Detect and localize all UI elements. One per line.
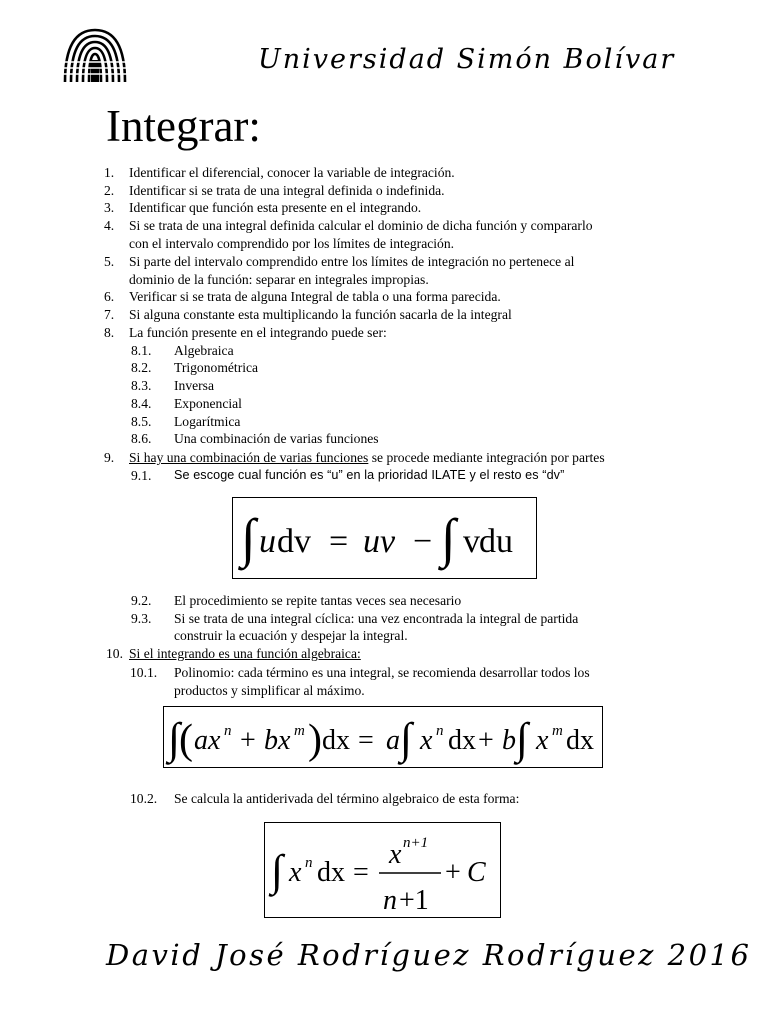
- svg-text:∫: ∫: [400, 714, 413, 763]
- svg-text:n: n: [224, 723, 232, 739]
- svg-text:a: a: [386, 725, 400, 756]
- svg-text:x: x: [536, 725, 549, 756]
- svg-text:n: n: [383, 885, 397, 916]
- svg-text:+: +: [240, 725, 256, 756]
- svg-text:+: +: [478, 725, 494, 756]
- integral-sign: ∫: [241, 508, 256, 568]
- university-name: Universidad Simón Bolívar: [258, 44, 676, 75]
- svg-text:+: +: [445, 857, 461, 888]
- svg-text:m: m: [552, 723, 563, 739]
- svg-text:∫: ∫: [168, 714, 181, 763]
- svg-text:dx: dx: [566, 725, 594, 756]
- svg-text:=: =: [353, 857, 369, 888]
- integral-sign: ∫: [441, 508, 456, 568]
- svg-text:dx: dx: [317, 857, 345, 888]
- integration-by-parts-formula: [232, 497, 537, 579]
- polynomial-integral-formula: [163, 706, 603, 768]
- author-signature: David José Rodríguez Rodríguez 2016: [106, 938, 752, 972]
- svg-text:=: =: [329, 523, 349, 560]
- svg-text:−: −: [413, 523, 433, 560]
- svg-text:u: u: [259, 523, 276, 560]
- underlined-phrase: Si hay una combinación de varias funciones: [129, 450, 369, 465]
- svg-text:(: (: [179, 717, 193, 763]
- svg-text:n+1: n+1: [403, 835, 429, 851]
- svg-text:x: x: [208, 725, 221, 756]
- power-rule-formula: [264, 822, 501, 918]
- svg-text:m: m: [294, 723, 305, 739]
- svg-text:x: x: [278, 725, 291, 756]
- svg-text:uv: uv: [363, 523, 396, 560]
- svg-text:∫: ∫: [516, 714, 529, 763]
- svg-text:v: v: [463, 523, 480, 560]
- svg-text:b: b: [502, 725, 516, 756]
- svg-text:dv: dv: [277, 523, 311, 560]
- svg-text:a: a: [194, 725, 208, 756]
- svg-text:n: n: [436, 723, 444, 739]
- underlined-phrase: Si el integrando es una función algebraica: [129, 646, 357, 661]
- usb-logo-icon: [60, 22, 130, 86]
- svg-text:n: n: [305, 855, 313, 871]
- svg-text:dx: dx: [448, 725, 476, 756]
- svg-text:b: b: [264, 725, 278, 756]
- svg-text:∫: ∫: [271, 846, 284, 895]
- svg-text:): ): [308, 717, 322, 763]
- svg-text:x: x: [389, 839, 402, 870]
- page-title: Integrar:: [106, 101, 261, 151]
- svg-text:dx: dx: [322, 725, 350, 756]
- svg-text:=: =: [358, 725, 374, 756]
- svg-text:x: x: [420, 725, 433, 756]
- svg-text:x: x: [289, 857, 302, 888]
- svg-text:C: C: [467, 857, 486, 888]
- svg-text:du: du: [479, 523, 513, 560]
- svg-text:+1: +1: [399, 885, 429, 916]
